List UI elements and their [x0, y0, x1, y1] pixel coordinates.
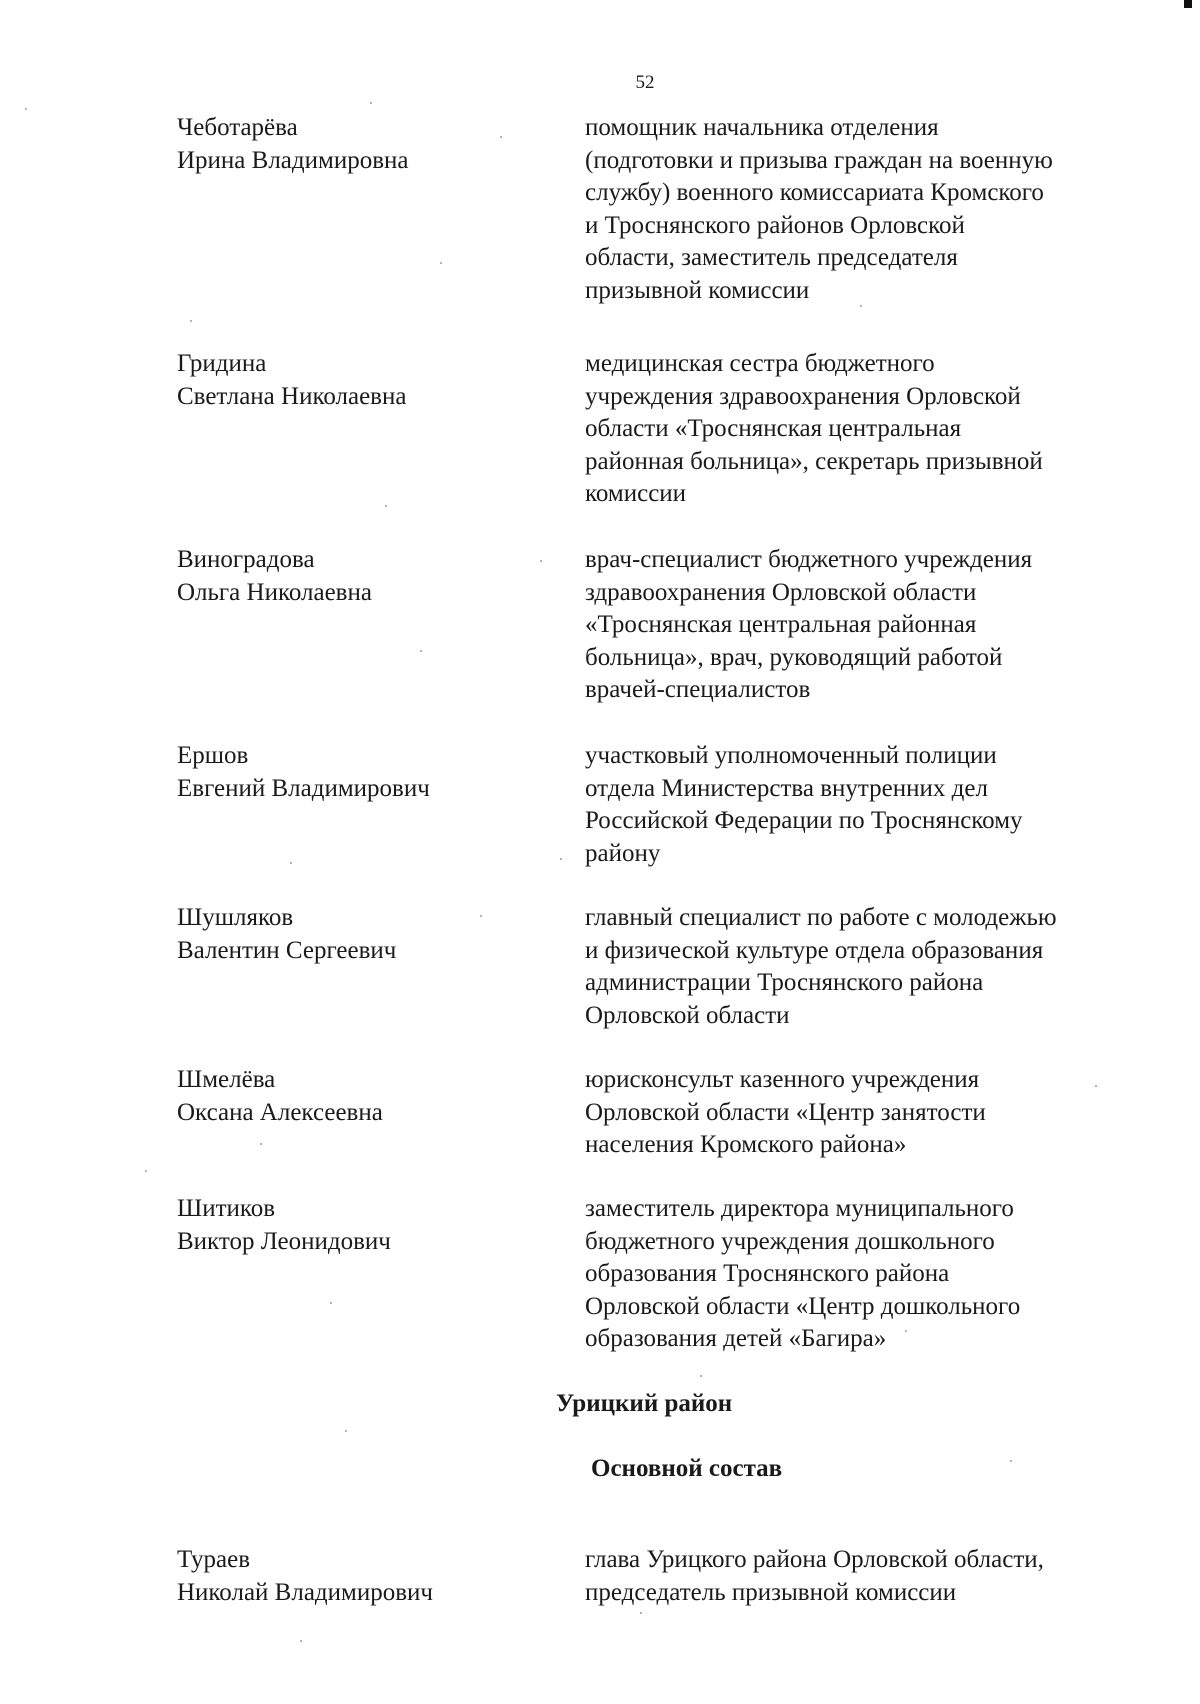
scan-speck	[700, 1375, 702, 1377]
member-position	[585, 740, 1130, 870]
position-line: области «Троснянская центральная	[585, 415, 962, 442]
position-line: образования детей «Багира»	[585, 1325, 887, 1352]
position-line: Российской Федерации по Троснянскому	[585, 807, 1023, 834]
member-surname: Виноградова	[177, 546, 315, 573]
scan-speck	[300, 1640, 302, 1642]
member-surname: Шитиков	[177, 1195, 276, 1222]
position-line: бюджетного учреждения дошкольного	[585, 1227, 995, 1255]
member-name	[177, 1544, 557, 1609]
scan-speck	[190, 320, 192, 322]
position-line: председатель призывной комиссии	[585, 1578, 957, 1606]
position-line: участковый уполномоченный полиции	[585, 742, 997, 769]
position-line: «Троснянская центральная районная	[585, 611, 977, 638]
position-line: комиссии	[585, 480, 687, 507]
member-position	[585, 112, 1130, 307]
position-line: администрации Троснянского района	[585, 969, 984, 996]
page-number: 52	[635, 72, 655, 93]
position-line: району	[585, 839, 661, 867]
position-line: больница», врач, руководящий работой	[585, 643, 1003, 671]
member-given-names: Ирина Владимировна	[177, 146, 409, 174]
scan-corner-mark	[1184, 0, 1192, 8]
position-line: населения Кромского района»	[585, 1131, 907, 1158]
position-line: главный специалист по работе с молодежью	[585, 904, 1057, 931]
member-position	[585, 348, 1130, 511]
member-surname: Чеботарёва	[177, 114, 298, 141]
position-line: врачей-специалистов	[585, 676, 811, 703]
member-given-names: Ольга Николаевна	[177, 578, 372, 606]
position-line: и Троснянского районов Орловской	[585, 211, 965, 239]
member-position	[585, 1064, 1130, 1162]
member-position	[585, 544, 1130, 707]
member-name	[177, 740, 557, 805]
scan-speck	[370, 102, 372, 104]
position-line: глава Урицкого района Орловской области,	[585, 1546, 1044, 1573]
member-given-names: Валентин Сергеевич	[177, 936, 397, 964]
position-line: (подготовки и призыва граждан на военную	[585, 146, 1053, 174]
position-line: призывной комиссии	[585, 276, 810, 304]
scan-speck	[290, 862, 292, 864]
composition-subheading: Основной состав	[591, 1455, 783, 1482]
member-name	[177, 112, 557, 177]
scan-speck	[860, 305, 862, 307]
scan-speck	[480, 915, 482, 917]
member-name	[177, 1064, 557, 1129]
member-name	[177, 544, 557, 609]
position-line: здравоохранения Орловской области	[585, 578, 977, 606]
member-given-names: Светлана Николаевна	[177, 382, 407, 410]
member-given-names: Оксана Алексеевна	[177, 1098, 383, 1126]
scan-speck	[640, 1612, 642, 1614]
scan-speck	[145, 1170, 147, 1172]
member-position	[585, 1193, 1130, 1356]
member-given-names: Евгений Владимирович	[177, 774, 430, 802]
position-line: области, заместитель председателя	[585, 244, 958, 271]
scan-speck	[345, 1430, 347, 1432]
position-line: службу) военного комиссариата Кромского	[585, 179, 1044, 206]
member-name	[177, 348, 557, 413]
member-surname: Тураев	[177, 1546, 251, 1573]
member-surname: Шмелёва	[177, 1066, 276, 1093]
member-given-names: Виктор Леонидович	[177, 1227, 391, 1255]
member-surname: Шушляков	[177, 904, 294, 931]
position-line: Орловской области «Центр занятости	[585, 1098, 986, 1126]
scan-speck	[560, 858, 562, 860]
position-line: врач-специалист бюджетного учреждения	[585, 546, 1033, 573]
scan-speck	[1010, 1460, 1012, 1462]
position-line: Орловской области «Центр дошкольного	[585, 1292, 1021, 1320]
member-surname: Ершов	[177, 742, 249, 769]
member-position	[585, 1544, 1130, 1609]
scan-speck	[25, 108, 27, 110]
member-position	[585, 902, 1130, 1032]
scan-speck	[1095, 1085, 1097, 1087]
position-line: юрисконсульт казенного учреждения	[585, 1066, 980, 1093]
position-line: заместитель директора муниципального	[585, 1195, 1014, 1222]
scan-speck	[540, 560, 542, 562]
position-line: учреждения здравоохранения Орловской	[585, 382, 1021, 410]
member-name	[177, 1193, 557, 1258]
scan-speck	[330, 1302, 332, 1304]
scan-speck	[500, 136, 502, 138]
scan-speck	[905, 1330, 907, 1332]
position-line: помощник начальника отделения	[585, 114, 939, 141]
member-surname: Гридина	[177, 350, 267, 377]
scan-speck	[440, 262, 442, 264]
position-line: и физической культуре отдела образования	[585, 936, 1044, 964]
member-given-names: Николай Владимирович	[177, 1578, 433, 1606]
scan-speck	[385, 505, 387, 507]
position-line: районная больница», секретарь призывной	[585, 447, 1043, 475]
member-name	[177, 902, 557, 967]
scan-speck	[260, 1143, 262, 1145]
position-line: образования Троснянского района	[585, 1260, 950, 1287]
position-line: отдела Министерства внутренних дел	[585, 774, 988, 802]
position-line: медицинская сестра бюджетного	[585, 350, 935, 377]
district-heading: Урицкий район	[556, 1390, 733, 1417]
position-line: Орловской области	[585, 1001, 790, 1029]
scan-speck	[420, 650, 422, 652]
